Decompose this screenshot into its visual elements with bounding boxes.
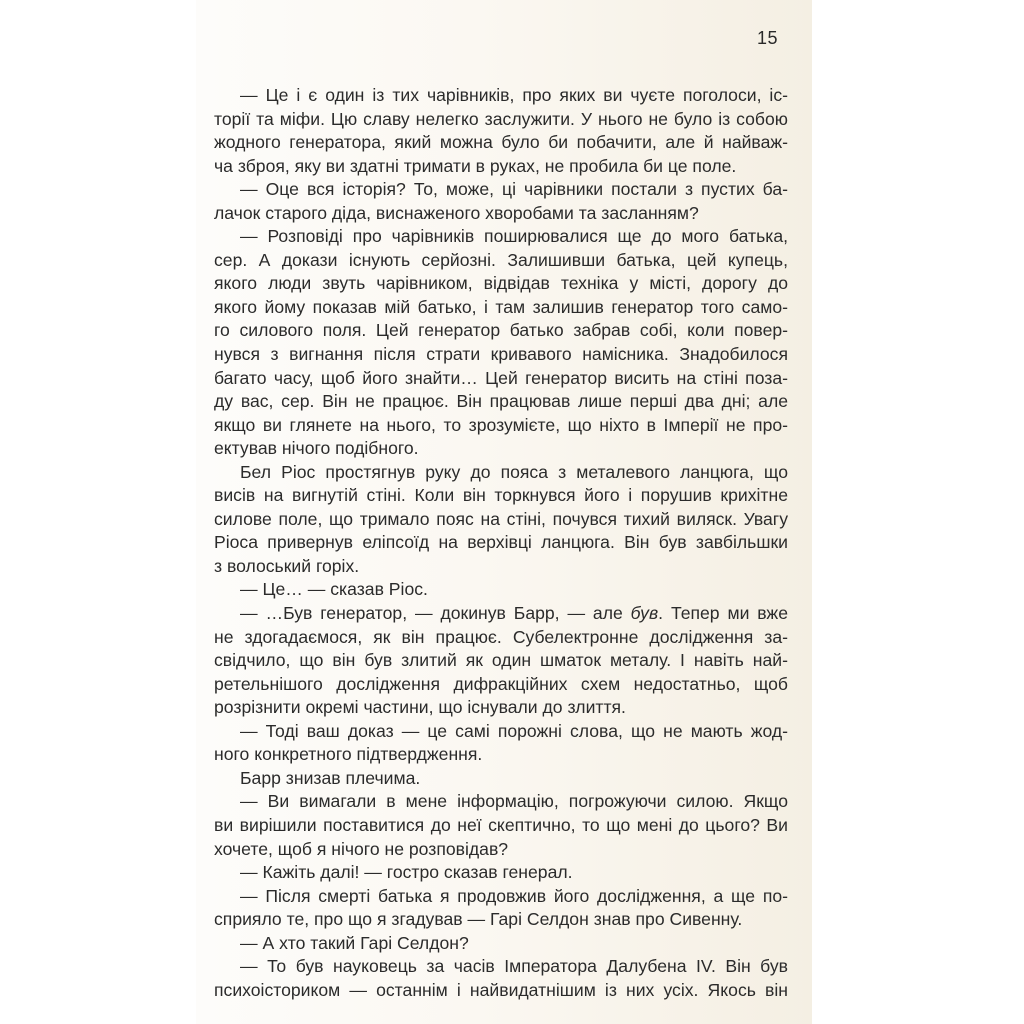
text-line: — Кажіть далі! — гостро сказав генерал. — [240, 862, 573, 883]
text-line: з волоський горіх. — [214, 555, 360, 576]
text-line: нувся з вигнання після страти кривавого намісника. Знадобилося — [214, 344, 788, 365]
text-line: — То був науковець за часів Імператора Далубена IV. Він був — [240, 956, 788, 977]
text-line: силове поле, що тримало пояс на стіні, почувся тихий виляск. Увагу — [214, 508, 788, 529]
emphasis: був — [630, 603, 659, 624]
page-text — [214, 84, 788, 1002]
text-line: — А хто такий Гарі Селдон? — [240, 932, 469, 953]
text-line: Барр знизав плечима. — [240, 767, 421, 788]
text-line: — Ви вимагали в мене інформацію, погрожуючи силою. Якщо — [240, 791, 788, 812]
text-line: — …Був генератор, — докинув Барр, — але був. Тепер ми вже — [240, 603, 788, 624]
text-line: Ріоса привернув еліпсоїд на верхівці ланцюга. Він був завбільшки — [214, 532, 788, 553]
text-line: ретельнішого дослідження дифракційних схем недостатньо, щоб — [214, 673, 788, 694]
text-line: ча зброя, яку ви здатні тримати в руках, не пробила би це поле. — [214, 155, 737, 176]
text-line: ектував нічого подібного. — [214, 438, 419, 459]
text-line: — Оце вся історія? То, може, ці чарівники постали з пустих ба- — [240, 179, 788, 200]
book-page — [196, 0, 812, 1024]
text-line: висів на вигнутій стіні. Коли він торкнувся його і порушив крихітне — [214, 485, 788, 506]
text-line: — Розповіді про чарівників поширювалися ще до мого батька, — [240, 226, 788, 247]
text-line: го силового поля. Цей генератор батько забрав собі, коли повер- — [214, 320, 788, 341]
text-line: — Це і є один із тих чарівників, про яких ви чуєте поголоси, іс- — [240, 85, 788, 105]
text-line: багато часу, щоб його знайти… Цей генератор висить на стіні поза- — [214, 367, 788, 388]
text-line: сприяло те, про що я згадував — Гарі Селдон знав про Сивенну. — [214, 909, 743, 930]
text-line: жодного генератора, який можна було би побачити, але й найваж- — [214, 132, 788, 153]
text-line: свідчило, що він був злитий як один шматок металу. І навіть най- — [214, 650, 788, 671]
text-line: розрізнити окремі частини, що існували до злиття. — [214, 697, 626, 718]
text-line: якого люди звуть чарівником, відвідав техніка у місті, дорогу до — [214, 273, 788, 294]
page-number: 15 — [756, 28, 778, 48]
text-line: не здогадаємося, як він працює. Субелектронне дослідження за- — [214, 626, 788, 647]
text-line: якого йому показав мій батько, і там залишив генератор того само- — [214, 296, 788, 317]
text-line: торії та міфи. Цю славу нелегко заслужити. У нього не було із собою — [214, 108, 788, 129]
text-line: — Після смерті батька я продовжив його дослідження, а ще по- — [240, 885, 788, 906]
text-line: психоісториком — останнім і найвидатнішим із них усіх. Якось він — [214, 979, 788, 1000]
text-line: якщо ви глянете на нього, то зрозумієте, що ніхто в Імперії не про- — [214, 414, 788, 435]
text-line: ного конкретного підтвердження. — [214, 744, 483, 765]
text-line: ду вас, сер. Він не працює. Він працював лише перші два дні; але — [214, 391, 788, 412]
text-line: — Це… — сказав Ріос. — [240, 579, 428, 600]
text-line: Бел Ріос простягнув руку до пояса з металевого ланцюга, що — [240, 461, 788, 482]
text-line: лачок старого діда, виснаженого хворобами та засланням? — [214, 202, 699, 223]
text-line: хочете, щоб я нічого не розповідав? — [214, 838, 509, 859]
text-line: — Тоді ваш доказ — це самі порожні слова, що не мають жод- — [240, 720, 788, 741]
text-line: ви вирішили поставитися до неї скептично, то що мені до цього? Ви — [214, 814, 788, 835]
text-line: сер. А докази існують серйозні. Залишивши батька, цей купець, — [214, 249, 788, 270]
